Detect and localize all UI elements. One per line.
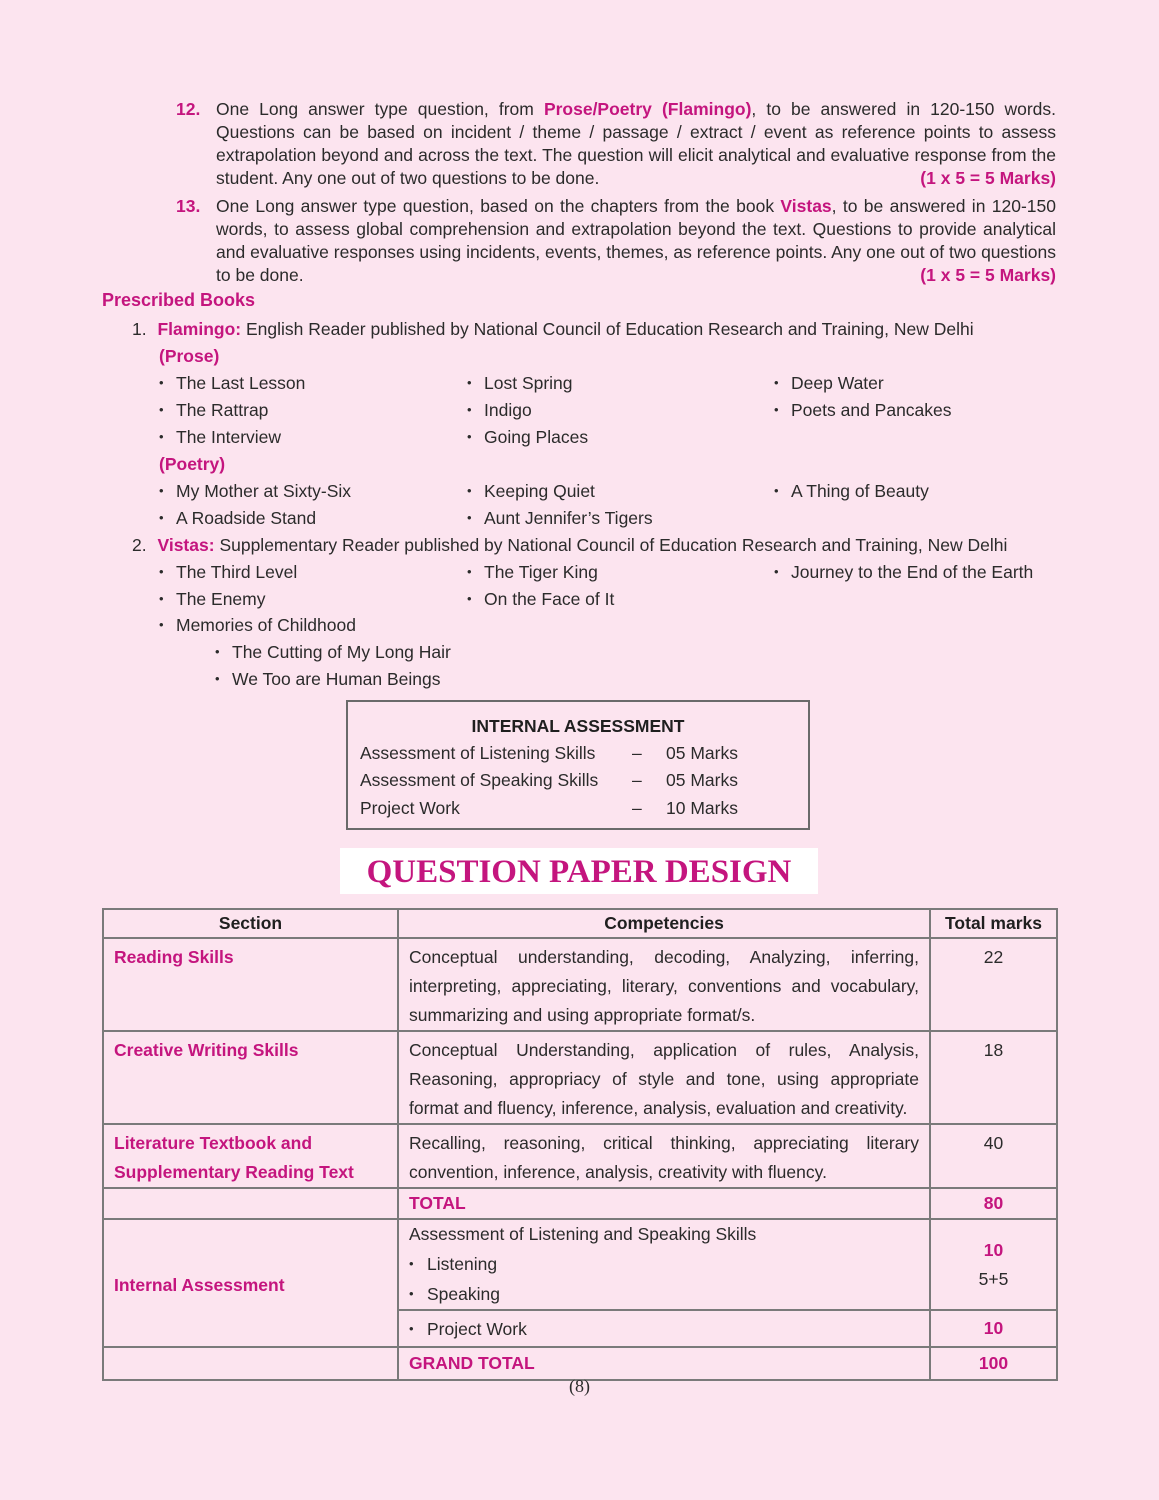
prose-item: • The Interview (159, 426, 281, 448)
grand-total-marks: 100 (930, 1347, 1057, 1380)
book2-title: Vistas: (157, 535, 215, 555)
ia-label: Project Work (360, 798, 460, 818)
total-marks: 80 (930, 1188, 1057, 1219)
question-highlight: Vistas (780, 196, 832, 216)
prose-item: • The Rattrap (159, 399, 268, 421)
poetry-item: • My Mother at Sixty-Six (159, 480, 351, 502)
section-line: Literature Textbook and (114, 1133, 313, 1153)
prose-item: • Indigo (467, 399, 532, 421)
ia-comp-item-speaking: • Speaking (409, 1279, 919, 1309)
ia-comp-item-listening: • Listening (409, 1249, 919, 1279)
table-row (103, 1124, 1057, 1188)
question-paper-design-title: QUESTION PAPER DESIGN (340, 848, 818, 894)
poetry-item: • A Thing of Beauty (774, 480, 929, 502)
question-text-pre: One Long answer type question, from (216, 99, 544, 119)
internal-assessment-title: INTERNAL ASSESSMENT (471, 716, 685, 736)
vistas-item: • The Third Level (159, 561, 297, 583)
book1-line (132, 318, 974, 340)
header-total-marks: Total marks (930, 909, 1057, 938)
vistas-subitem: • We Too are Human Beings (215, 668, 441, 690)
ia-dash: – (632, 743, 642, 763)
header-section: Section (103, 909, 398, 938)
section-cell (103, 1124, 398, 1188)
question-13 (176, 195, 1056, 287)
page-number: (8) (569, 1376, 590, 1396)
poetry-item: • Keeping Quiet (467, 480, 595, 502)
ia-marks: 05 Marks (666, 743, 738, 763)
question-marks: (1 x 5 = 5 Marks) (920, 265, 1056, 285)
section-cell: Creative Writing Skills (103, 1031, 398, 1124)
question-number: 13. (176, 196, 201, 216)
internal-assessment-row (103, 1219, 1057, 1310)
vistas-item: • The Enemy (159, 588, 265, 610)
competencies-cell: Recalling, reasoning, critical thinking, appreciating literary convention, inference, analysis, creativity with fluency. (398, 1124, 930, 1188)
prose-item: • Going Places (467, 426, 588, 448)
prose-item: • Lost Spring (467, 372, 573, 394)
grand-total-label: GRAND TOTAL (398, 1347, 930, 1380)
book1-title: Flamingo: (157, 319, 242, 339)
empty-cell (103, 1188, 398, 1219)
header-competencies: Competencies (398, 909, 930, 938)
book2-number: 2. (132, 535, 147, 555)
ia-row (360, 743, 796, 765)
table-row (103, 938, 1057, 1031)
marks-cell: 22 (930, 938, 1057, 1031)
competencies-cell (398, 1219, 930, 1310)
marks-cell (930, 1219, 1057, 1310)
book2-line (132, 534, 1007, 556)
competencies-cell: Conceptual understanding, decoding, Analyzing, inferring, interpreting, appreciating, literary, conventions and vocabulary, summarizing and using appropriate format/s. (398, 938, 930, 1031)
prescribed-books-heading: Prescribed Books (102, 290, 256, 310)
question-paper-design-table (102, 908, 1058, 1381)
vistas-item: • The Tiger King (467, 561, 598, 583)
question-number: 12. (176, 99, 201, 119)
question-text-pre: One Long answer type question, based on the chapters from the book (216, 196, 781, 216)
ia-row (360, 770, 796, 792)
ia-dash: – (632, 798, 642, 818)
prose-heading: (Prose) (159, 346, 220, 366)
competencies-cell: Conceptual Understanding, application of rules, Analysis, Reasoning, appropriacy of style and tone, using appropriate format and fluency, inference, analysis, evaluation and creativity. (398, 1031, 930, 1124)
internal-assessment-box (346, 700, 810, 830)
ia-label: Assessment of Speaking Skills (360, 770, 599, 790)
vistas-item: • On the Face of It (467, 588, 614, 610)
vistas-item: • Memories of Childhood (159, 614, 356, 636)
marks-cell: 40 (930, 1124, 1057, 1188)
ia-row (360, 798, 796, 820)
ia-marks-total: 10 (983, 1239, 1004, 1260)
vistas-item: • Journey to the End of the Earth (774, 561, 1033, 583)
book2-description: Supplementary Reader published by National Council of Education Research and Training, New Delhi (219, 535, 1008, 555)
ia-label: Assessment of Listening Skills (360, 743, 596, 763)
question-marks: (1 x 5 = 5 Marks) (920, 168, 1056, 188)
marks-cell: 18 (930, 1031, 1057, 1124)
question-text-post: , to be answered in 120-150 words, to assess global comprehension and extrapolation beyond the text. Questions to provide analytical and evaluative responses using incidents, events, themes, as reference points. Any one out of two questions to be done. (216, 196, 1056, 285)
total-row (103, 1188, 1057, 1219)
book1-description: English Reader published by National Council of Education Research and Training, New Delhi (245, 319, 974, 339)
poetry-item: • A Roadside Stand (159, 507, 316, 529)
prose-item: • Deep Water (774, 372, 884, 394)
table-row (103, 1031, 1057, 1124)
ia-marks-split: 5+5 (978, 1268, 1009, 1289)
table-header-row (103, 909, 1057, 938)
poetry-heading: (Poetry) (159, 454, 226, 474)
question-text-post: , to be answered in 120-150 words. Questions can be based on incident / theme / passage / extract / event as reference points to assess extrapolation beyond and across the text. The question will elicit analytical and evaluative response from the student. Any one out of two questions to be done. (216, 99, 1056, 188)
section-cell: Reading Skills (103, 938, 398, 1031)
ia-marks: 05 Marks (666, 770, 738, 790)
question-12 (176, 98, 1056, 190)
book1-number: 1. (132, 319, 147, 339)
question-highlight: Prose/Poetry (Flamingo) (543, 99, 752, 119)
prose-item: • Poets and Pancakes (774, 399, 952, 421)
total-label: TOTAL (398, 1188, 930, 1219)
vistas-subitem: • The Cutting of My Long Hair (215, 641, 451, 663)
ia-comp-head: Assessment of Listening and Speaking Skills (409, 1224, 757, 1244)
section-cell: Internal Assessment (103, 1219, 398, 1347)
competencies-cell (398, 1310, 930, 1347)
section-line: Supplementary Reading Text (114, 1162, 354, 1182)
ia-marks: 10 Marks (666, 798, 738, 818)
ia-dash: – (632, 770, 642, 790)
marks-cell: 10 (930, 1310, 1057, 1347)
poetry-item: • Aunt Jennifer’s Tigers (467, 507, 653, 529)
prose-item: • The Last Lesson (159, 372, 305, 394)
project-work-item: • Project Work (409, 1319, 527, 1339)
